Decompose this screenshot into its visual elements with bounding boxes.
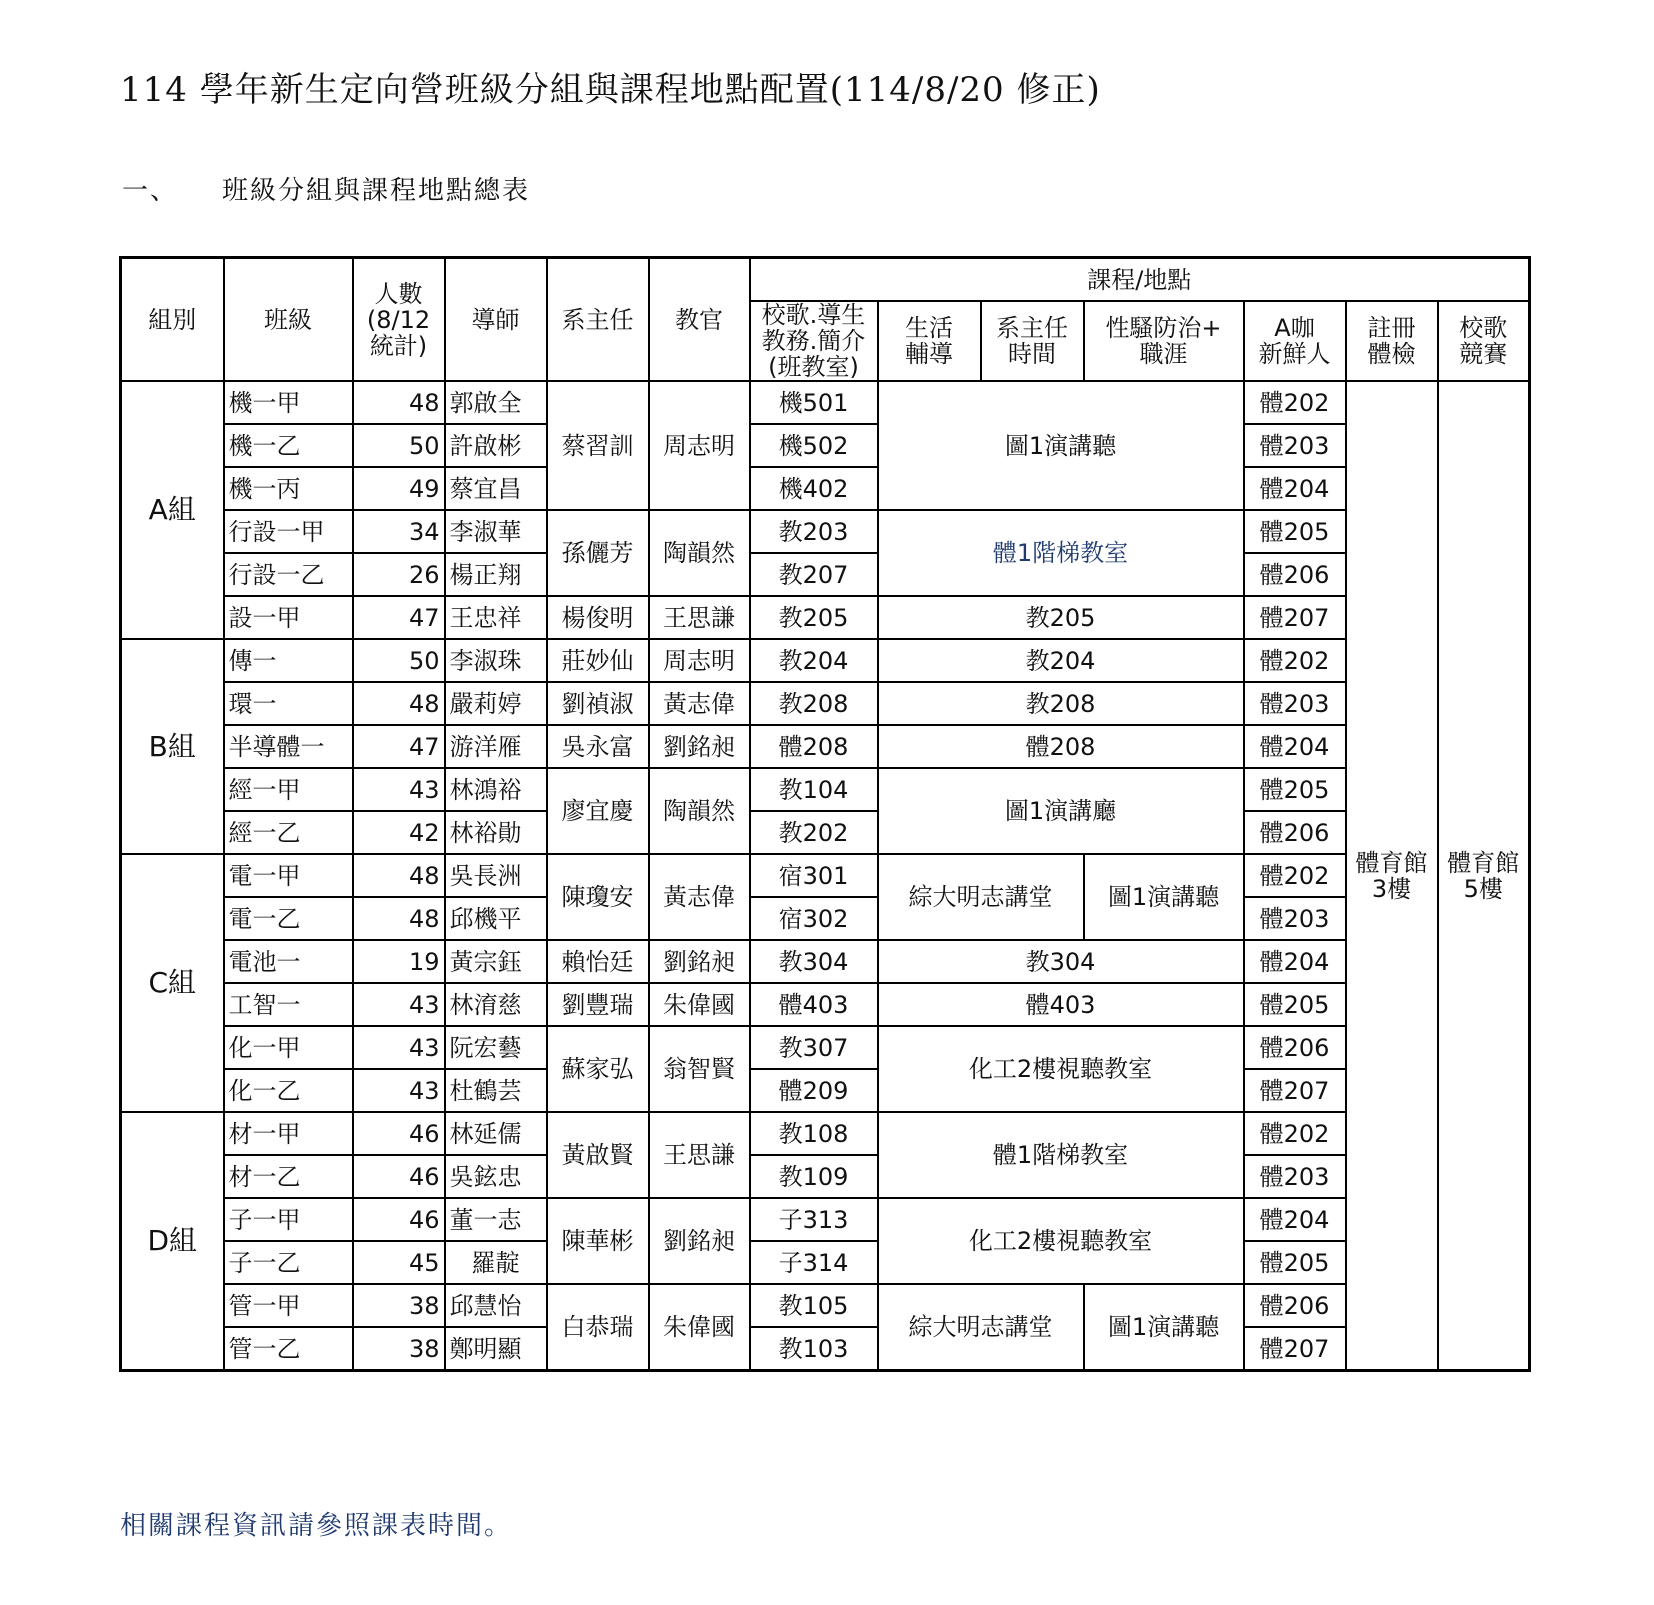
venue-cell: 綜大明志講堂 [878, 854, 1084, 940]
room-cell: 教103 [750, 1327, 878, 1371]
group-label: C組 [121, 854, 224, 1112]
count-cell: 42 [353, 811, 445, 854]
tutor-cell: 楊正翔 [445, 553, 547, 596]
class-cell: 管一甲 [224, 1284, 353, 1327]
venue-cell: 體403 [878, 983, 1244, 1026]
tutor-cell: 游洋雁 [445, 725, 547, 768]
tutor-cell: 林延儒 [445, 1112, 547, 1155]
header-life-guidance: 生活 輔導 [878, 301, 981, 381]
room-cell: 機502 [750, 424, 878, 467]
group-label: A組 [121, 381, 224, 639]
header-chair: 系主任 [547, 258, 649, 382]
venue-cell: 化工2樓視聽教室 [878, 1026, 1244, 1112]
class-cell: 傳一 [224, 639, 353, 682]
tutor-cell: 林鴻裕 [445, 768, 547, 811]
instructor-cell: 朱偉國 [649, 983, 750, 1026]
class-cell: 化一乙 [224, 1069, 353, 1112]
venue-cell: 體1階梯教室 [878, 1112, 1244, 1198]
tutor-cell: 杜鶴芸 [445, 1069, 547, 1112]
count-cell: 46 [353, 1155, 445, 1198]
class-cell: 管一乙 [224, 1327, 353, 1371]
class-cell: 電一乙 [224, 897, 353, 940]
instructor-cell: 劉銘昶 [649, 940, 750, 983]
room-cell: 體208 [750, 725, 878, 768]
table-row [121, 596, 1530, 639]
room-cell: 子314 [750, 1241, 878, 1284]
tutor-cell: 邱慧怡 [445, 1284, 547, 1327]
fresh-cell: 體202 [1244, 1112, 1346, 1155]
count-cell: 48 [353, 381, 445, 424]
instructor-cell: 黃志偉 [649, 682, 750, 725]
venue-cell: 圖1演講廳 [878, 768, 1244, 854]
table-row [121, 983, 1530, 1026]
instructor-cell: 劉銘昶 [649, 1198, 750, 1284]
class-cell: 化一甲 [224, 1026, 353, 1069]
table-row [121, 768, 1530, 811]
room-cell: 教104 [750, 768, 878, 811]
room-cell: 教205 [750, 596, 878, 639]
footnote: 相關課程資訊請參照課表時間。 [120, 1511, 513, 1541]
chair-cell: 楊俊明 [547, 596, 649, 639]
count-cell: 19 [353, 940, 445, 983]
count-cell: 49 [353, 467, 445, 510]
venue-cell: 圖1演講聽 [1084, 1284, 1244, 1371]
room-cell: 教208 [750, 682, 878, 725]
header-song-contest: 校歌 競賽 [1438, 301, 1530, 381]
count-cell: 48 [353, 682, 445, 725]
fresh-cell: 體205 [1244, 983, 1346, 1026]
header-class: 班級 [224, 258, 353, 382]
class-cell: 行設一乙 [224, 553, 353, 596]
room-cell: 教203 [750, 510, 878, 553]
table-row [121, 940, 1530, 983]
tutor-cell: 董一志 [445, 1198, 547, 1241]
class-cell: 工智一 [224, 983, 353, 1026]
instructor-cell: 王思謙 [649, 1112, 750, 1198]
fresh-cell: 體207 [1244, 1327, 1346, 1371]
table-row [121, 467, 1530, 510]
table-row [121, 1284, 1530, 1327]
chair-cell: 劉豐瑞 [547, 983, 649, 1026]
fresh-cell: 體206 [1244, 1284, 1346, 1327]
tutor-cell: 吳鉉忠 [445, 1155, 547, 1198]
chair-cell: 賴怡廷 [547, 940, 649, 983]
venue-cell: 教304 [878, 940, 1244, 983]
class-cell: 機一甲 [224, 381, 353, 424]
class-cell: 環一 [224, 682, 353, 725]
table-row [121, 854, 1530, 897]
instructor-cell: 翁智賢 [649, 1026, 750, 1112]
room-cell: 子313 [750, 1198, 878, 1241]
tutor-cell: 黃宗鈺 [445, 940, 547, 983]
count-cell: 34 [353, 510, 445, 553]
count-cell: 45 [353, 1241, 445, 1284]
table-row [121, 725, 1530, 768]
class-cell: 材一甲 [224, 1112, 353, 1155]
class-cell: 經一甲 [224, 768, 353, 811]
chair-cell: 黃啟賢 [547, 1112, 649, 1198]
venue-cell: 教208 [878, 682, 1244, 725]
table-row [121, 639, 1530, 682]
page-title: 114 學年新生定向營班級分組與課程地點配置(114/8/20 修正) [120, 70, 1101, 110]
fresh-cell: 體203 [1244, 897, 1346, 940]
fresh-cell: 體205 [1244, 1241, 1346, 1284]
table-row [121, 1327, 1530, 1371]
count-cell: 43 [353, 1069, 445, 1112]
table-row [121, 811, 1530, 854]
table-row [121, 1198, 1530, 1241]
room-cell: 教207 [750, 553, 878, 596]
registration-venue: 體育館 3樓 [1346, 381, 1438, 1371]
count-cell: 50 [353, 424, 445, 467]
class-cell: 機一乙 [224, 424, 353, 467]
fresh-cell: 體203 [1244, 1155, 1346, 1198]
table-row [121, 1241, 1530, 1284]
section-number: 一、 [122, 176, 179, 206]
count-cell: 48 [353, 897, 445, 940]
room-cell: 宿302 [750, 897, 878, 940]
table-row [121, 553, 1530, 596]
table-row [121, 897, 1530, 940]
chair-cell: 廖宜慶 [547, 768, 649, 854]
schedule-table [119, 256, 1531, 1372]
tutor-cell: 阮宏藝 [445, 1026, 547, 1069]
chair-cell: 吳永富 [547, 725, 649, 768]
room-cell: 體209 [750, 1069, 878, 1112]
instructor-cell: 王思謙 [649, 596, 750, 639]
room-cell: 教109 [750, 1155, 878, 1198]
chair-cell: 陳瓊安 [547, 854, 649, 940]
fresh-cell: 體203 [1244, 424, 1346, 467]
fresh-cell: 體207 [1244, 1069, 1346, 1112]
tutor-cell: 鄭明顯 [445, 1327, 547, 1371]
chair-cell: 莊妙仙 [547, 639, 649, 682]
table-row [121, 1069, 1530, 1112]
venue-cell: 圖1演講聽 [1084, 854, 1244, 940]
tutor-cell: 林裕勛 [445, 811, 547, 854]
count-cell: 46 [353, 1112, 445, 1155]
venue-cell: 體208 [878, 725, 1244, 768]
count-cell: 47 [353, 596, 445, 639]
chair-cell: 陳華彬 [547, 1198, 649, 1284]
tutor-cell: 羅靛 [445, 1241, 547, 1284]
fresh-cell: 體205 [1244, 768, 1346, 811]
venue-cell: 圖1演講聽 [878, 381, 1244, 510]
room-cell: 教307 [750, 1026, 878, 1069]
venue-cell: 體1階梯教室 [878, 510, 1244, 596]
count-cell: 43 [353, 1026, 445, 1069]
tutor-cell: 王忠祥 [445, 596, 547, 639]
fresh-cell: 體204 [1244, 467, 1346, 510]
fresh-cell: 體206 [1244, 811, 1346, 854]
class-cell: 電一甲 [224, 854, 353, 897]
header-instructor: 教官 [649, 258, 750, 382]
count-cell: 38 [353, 1284, 445, 1327]
fresh-cell: 體207 [1244, 596, 1346, 639]
tutor-cell: 許啟彬 [445, 424, 547, 467]
song-contest-venue: 體育館 5樓 [1438, 381, 1530, 1371]
tutor-cell: 李淑珠 [445, 639, 547, 682]
class-cell: 行設一甲 [224, 510, 353, 553]
room-cell: 教105 [750, 1284, 878, 1327]
fresh-cell: 體206 [1244, 1026, 1346, 1069]
count-cell: 48 [353, 854, 445, 897]
class-cell: 材一乙 [224, 1155, 353, 1198]
class-cell: 子一甲 [224, 1198, 353, 1241]
venue-cell: 化工2樓視聽教室 [878, 1198, 1244, 1284]
count-cell: 26 [353, 553, 445, 596]
header-chair-time: 系主任 時間 [981, 301, 1084, 381]
fresh-cell: 體202 [1244, 639, 1346, 682]
tutor-cell: 吳長洲 [445, 854, 547, 897]
header-tutor: 導師 [445, 258, 547, 382]
chair-cell: 蘇家弘 [547, 1026, 649, 1112]
table-row [121, 510, 1530, 553]
instructor-cell: 陶韻然 [649, 510, 750, 596]
instructor-cell: 朱偉國 [649, 1284, 750, 1371]
fresh-cell: 體203 [1244, 682, 1346, 725]
header-class-room: 校歌.導生 教務.簡介 (班教室) [750, 301, 878, 381]
count-cell: 43 [353, 768, 445, 811]
header-course-location: 課程/地點 [750, 258, 1530, 302]
fresh-cell: 體202 [1244, 854, 1346, 897]
tutor-cell: 邱機平 [445, 897, 547, 940]
count-cell: 38 [353, 1327, 445, 1371]
fresh-cell: 體204 [1244, 725, 1346, 768]
tutor-cell: 李淑華 [445, 510, 547, 553]
header-freshman: A咖 新鮮人 [1244, 301, 1346, 381]
room-cell: 機501 [750, 381, 878, 424]
count-cell: 50 [353, 639, 445, 682]
count-cell: 47 [353, 725, 445, 768]
room-cell: 宿301 [750, 854, 878, 897]
class-cell: 設一甲 [224, 596, 353, 639]
header-row [121, 258, 1530, 302]
table-row [121, 1155, 1530, 1198]
room-cell: 機402 [750, 467, 878, 510]
room-cell: 教108 [750, 1112, 878, 1155]
room-cell: 教202 [750, 811, 878, 854]
room-cell: 教204 [750, 639, 878, 682]
tutor-cell: 郭啟全 [445, 381, 547, 424]
count-cell: 43 [353, 983, 445, 1026]
class-cell: 電池一 [224, 940, 353, 983]
header-harassment-career: 性騷防治+ 職涯 [1084, 301, 1244, 381]
table-row [121, 1112, 1530, 1155]
group-label: B組 [121, 639, 224, 854]
count-cell: 46 [353, 1198, 445, 1241]
chair-cell: 孫儷芳 [547, 510, 649, 596]
fresh-cell: 體206 [1244, 553, 1346, 596]
fresh-cell: 體205 [1244, 510, 1346, 553]
fresh-cell: 體204 [1244, 940, 1346, 983]
venue-cell: 教204 [878, 639, 1244, 682]
class-cell: 機一丙 [224, 467, 353, 510]
table-row [121, 424, 1530, 467]
section-heading [122, 170, 530, 207]
instructor-cell: 陶韻然 [649, 768, 750, 854]
fresh-cell: 體202 [1244, 381, 1346, 424]
class-cell: 半導體一 [224, 725, 353, 768]
chair-cell: 白恭瑞 [547, 1284, 649, 1371]
header-count: 人數 (8/12 統計) [353, 258, 445, 382]
table-row [121, 1026, 1530, 1069]
instructor-cell: 周志明 [649, 381, 750, 510]
section-title: 班級分組與課程地點總表 [222, 176, 531, 206]
header-group: 組別 [121, 258, 224, 382]
venue-cell: 綜大明志講堂 [878, 1284, 1084, 1371]
room-cell: 教304 [750, 940, 878, 983]
class-cell: 子一乙 [224, 1241, 353, 1284]
room-cell: 體403 [750, 983, 878, 1026]
venue-cell: 教205 [878, 596, 1244, 639]
chair-cell: 劉禎淑 [547, 682, 649, 725]
header-registration: 註冊 體檢 [1346, 301, 1438, 381]
chair-cell: 蔡習訓 [547, 381, 649, 510]
tutor-cell: 林淯慈 [445, 983, 547, 1026]
tutor-cell: 蔡宜昌 [445, 467, 547, 510]
fresh-cell: 體204 [1244, 1198, 1346, 1241]
table-row [121, 682, 1530, 725]
class-cell: 經一乙 [224, 811, 353, 854]
table-row [121, 381, 1530, 424]
instructor-cell: 黃志偉 [649, 854, 750, 940]
group-label: D組 [121, 1112, 224, 1371]
tutor-cell: 嚴莉婷 [445, 682, 547, 725]
instructor-cell: 劉銘昶 [649, 725, 750, 768]
instructor-cell: 周志明 [649, 639, 750, 682]
